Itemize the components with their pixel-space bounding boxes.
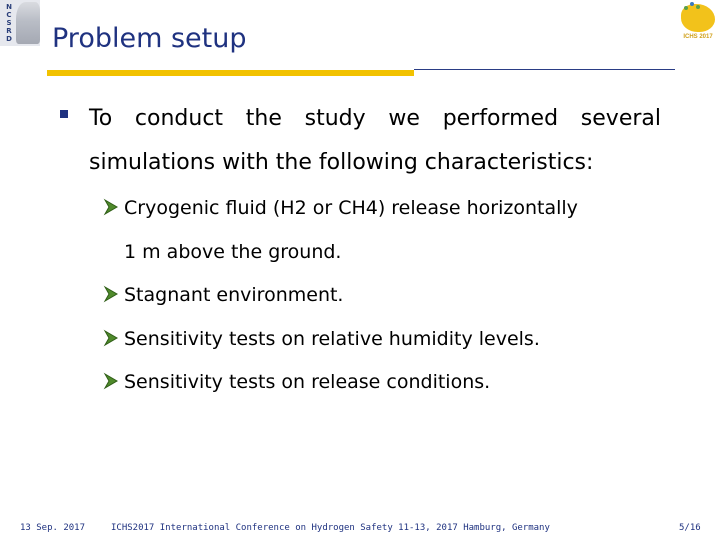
conference-logo bbox=[676, 0, 720, 46]
page-number: 5/16 bbox=[679, 523, 701, 533]
footer-conference: ICHS2017 International Conference on Hydrogen Safety 11-13, 2017 Hamburg, Germany bbox=[111, 523, 550, 533]
square-bullet-icon bbox=[60, 110, 68, 118]
arrow-bullet-icon bbox=[103, 285, 119, 303]
logo-letter: D bbox=[6, 35, 12, 43]
title-underline-yellow bbox=[47, 70, 414, 76]
conference-logo-label: ICHS 2017 bbox=[683, 34, 713, 40]
logo-letter: N bbox=[6, 3, 12, 11]
main-bullet-text: To conduct the study we performed several simulations with the following characteristics: bbox=[89, 106, 661, 175]
logo-letter: S bbox=[6, 19, 12, 27]
arrow-bullet-icon bbox=[103, 329, 119, 347]
portrait-icon bbox=[16, 2, 40, 44]
logo-letter: R bbox=[6, 27, 12, 35]
sub-item: Sensitivity tests on relative humidity levels. bbox=[124, 328, 540, 350]
footer-date: 13 Sep. 2017 bbox=[20, 523, 86, 533]
arrow-bullet-icon bbox=[103, 198, 119, 216]
title-underline-blue bbox=[414, 69, 675, 70]
arrow-bullet-icon bbox=[103, 372, 119, 390]
sub-item-continuation: 1 m above the ground. bbox=[124, 241, 342, 263]
page-title: Problem setup bbox=[52, 23, 247, 54]
logo-letter: C bbox=[6, 11, 12, 19]
dots-icon bbox=[684, 2, 704, 12]
institution-logo bbox=[0, 0, 40, 46]
sub-item: Cryogenic fluid (H2 or CH4) release horizontally bbox=[124, 197, 578, 219]
sub-item: Stagnant environment. bbox=[124, 284, 344, 306]
sub-item: Sensitivity tests on release conditions. bbox=[124, 371, 491, 393]
